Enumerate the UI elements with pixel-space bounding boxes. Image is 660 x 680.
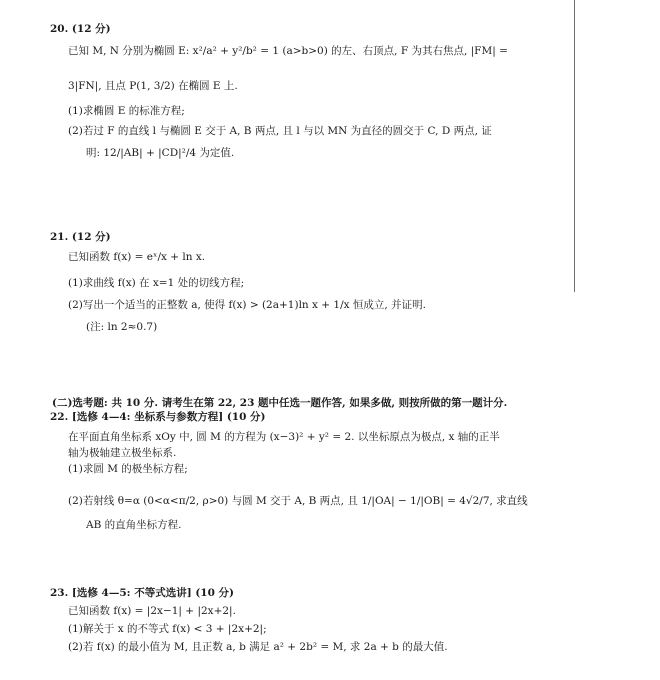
q23-part2: (2)若 f(x) 的最小值为 M, 且正数 a, b 满足 a² + 2b² = M, 求 2a + b 的最大值. xyxy=(68,641,448,653)
q21-line1: 已知函数 f(x) = eˣ/x + ln x. xyxy=(68,251,206,263)
q20-part1: (1)求椭圆 E 的标准方程; xyxy=(68,105,185,117)
column-divider xyxy=(574,0,575,292)
optional-section-header: (二)选考题: 共 10 分. 请考生在第 22, 23 题中任选一题作答, 如果多做, 则按所做的第一题计分. xyxy=(52,397,508,409)
q22-part2: (2)若射线 θ=α (0<α<π/2, ρ>0) 与圆 M 交于 A, B 两点, 且 1/|OA| − 1/|OB| = 4√2/7, 求直线 xyxy=(68,495,528,507)
q20-line2: 3|FN|, 且点 P(1, 3/2) 在椭圆 E 上. xyxy=(68,80,238,92)
q21-part2: (2)写出一个适当的正整数 a, 使得 f(x) > (2a+1)ln x + 1/x 恒成立, 并证明. xyxy=(68,299,426,311)
q23-line1: 已知函数 f(x) = |2x−1| + |2x+2|. xyxy=(68,605,236,617)
q23-part1: (1)解关于 x 的不等式 f(x) < 3 + |2x+2|; xyxy=(68,623,267,635)
q20-part2-cont: 明: 12/|AB| + |CD|²/4 为定值. xyxy=(86,147,235,159)
q21-header: 21. (12 分) xyxy=(50,231,111,243)
q21-note: (注: ln 2≈0.7) xyxy=(86,321,158,333)
q21-part1: (1)求曲线 f(x) 在 x=1 处的切线方程; xyxy=(68,277,245,289)
q20-part2: (2)若过 F 的直线 l 与椭圆 E 交于 A, B 两点, 且 l 与以 MN 为直径的圆交于 C, D 两点, 证 xyxy=(68,125,492,137)
q20-header: 20. (12 分) xyxy=(50,23,111,35)
q22-line1: 在平面直角坐标系 xOy 中, 圆 M 的方程为 (x−3)² + y² = 2. 以坐标原点为极点, x 轴的正半 xyxy=(68,431,500,443)
q22-part2-cont: AB 的直角坐标方程. xyxy=(86,519,182,531)
q23-header: 23. [选修 4—5: 不等式选讲] (10 分) xyxy=(50,587,235,599)
q22-part1: (1)求圆 M 的极坐标方程; xyxy=(68,463,188,475)
q22-line2: 轴为极轴建立极坐标系. xyxy=(68,447,177,459)
q22-header: 22. [选修 4—4: 坐标系与参数方程] (10 分) xyxy=(50,411,266,423)
q20-line1: 已知 M, N 分别为椭圆 E: x²/a² + y²/b² = 1 (a>b>0) 的左、右顶点, F 为其右焦点, |FM| = xyxy=(68,45,508,57)
